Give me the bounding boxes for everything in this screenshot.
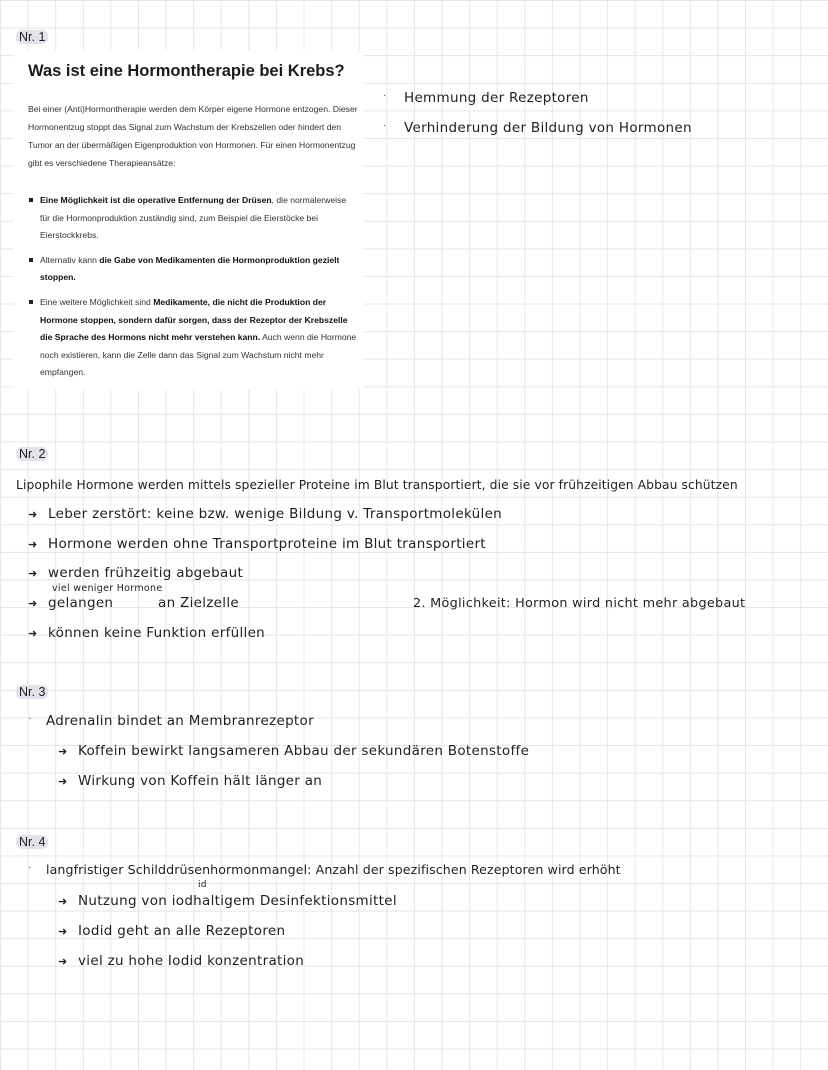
nr2-line-2: Hormone werden ohne Transportproteine im Blut transportiert (48, 536, 486, 552)
nr4-line-4: viel zu hohe Iodid konzentration (78, 953, 305, 969)
nr2-intro: Lipophile Hormone werden mittels spezieller Proteine im Blut transportiert, die sie vor frühzeitigen Abbau schützen (16, 478, 738, 492)
article-title: Was ist eine Hormontherapie bei Krebs? (28, 62, 345, 80)
nr2-line-4-note: viel weniger Hormone (52, 583, 163, 594)
section-label-nr2: Nr. 2 (16, 447, 48, 461)
nr1-note-2: Verhinderung der Bildung von Hormonen (404, 120, 692, 136)
nr2-line-4a: gelangen (48, 595, 114, 611)
article-bullet: Alternativ kann die Gabe von Medikamenten die Hormonproduktion gezielt stoppen. (28, 252, 358, 287)
article-bullet-list (28, 192, 358, 389)
article-card (14, 50, 364, 390)
arrow-icon: ➜ (28, 628, 38, 640)
bullet-dot: · (28, 862, 32, 873)
nr1-note-1: Hemmung der Rezeptoren (404, 90, 589, 106)
section-label-nr1: Nr. 1 (16, 30, 48, 44)
nr4-line-3: Iodid geht an alle Rezeptoren (78, 923, 286, 939)
nr2-line-1: Leber zerstört: keine bzw. wenige Bildung v. Transportmolekülen (48, 506, 503, 522)
article-bullet: Eine weitere Möglichkeit sind Medikamente, die nicht die Produktion der Hormone stoppen, sondern dafür sorgen, dass der Rezeptor der Krebszelle die Sprache des Hormons nicht mehr verstehen kann. Auch wenn die Hormone noch existieren, kann die Zelle dann das Signal zum Wachstum nicht mehr empfangen. (28, 294, 358, 382)
nr2-line-3: werden frühzeitig abgebaut (48, 565, 244, 581)
arrow-icon: ➜ (58, 776, 68, 788)
arrow-icon: ➜ (58, 926, 68, 938)
nr2-line-5: können keine Funktion erfüllen (48, 625, 266, 641)
nr3-line-3: Wirkung von Koffein hält länger an (78, 773, 323, 789)
bullet-dot: · (383, 120, 387, 131)
nr4-line-1: langfristiger Schilddrüsenhormonmangel: Anzahl der spezifischen Rezeptoren wird erhöht (46, 862, 621, 877)
section-label-nr4: Nr. 4 (16, 835, 48, 849)
nr2-side-note: 2. Möglichkeit: Hormon wird nicht mehr abgebaut (413, 596, 746, 611)
article-intro: Bei einer (Anti)Hormontherapie werden dem Körper eigene Hormone entzogen. Dieser Hormonentzug stoppt das Signal zum Wachstum der Krebszellen oder hindert den Tumor an der übermäßigen Eigenproduktion von Hormonen. Für einen Hormonentzug gibt es verschiedene Therapieansätze: (28, 104, 358, 168)
bullet-dot: · (383, 90, 387, 101)
nr3-line-2: Koffein bewirkt langsameren Abbau der sekundären Botenstoffe (78, 743, 530, 759)
arrow-icon: ➜ (28, 509, 38, 521)
arrow-icon: ➜ (28, 568, 38, 580)
nr3-line-1: Adrenalin bindet an Membranrezeptor (46, 713, 314, 729)
section-label-nr3: Nr. 3 (16, 685, 48, 699)
arrow-icon: ➜ (28, 598, 38, 610)
arrow-icon: ➜ (58, 896, 68, 908)
article-bullet: Eine Möglichkeit ist die operative Entfernung der Drüsen, die normalerweise für die Hormonproduktion zuständig sind, zum Beispiel die Eierstöcke bei Eierstockkrebs. (28, 192, 358, 245)
nr4-line-2-note: id (198, 880, 207, 890)
arrow-icon: ➜ (58, 746, 68, 758)
arrow-icon: ➜ (58, 956, 68, 968)
arrow-icon: ➜ (28, 539, 38, 551)
nr4-line-2: Nutzung von iodhaltigem Desinfektionsmittel (78, 893, 397, 909)
nr2-line-4b: an Zielzelle (158, 595, 239, 611)
bullet-dot: · (28, 713, 32, 724)
